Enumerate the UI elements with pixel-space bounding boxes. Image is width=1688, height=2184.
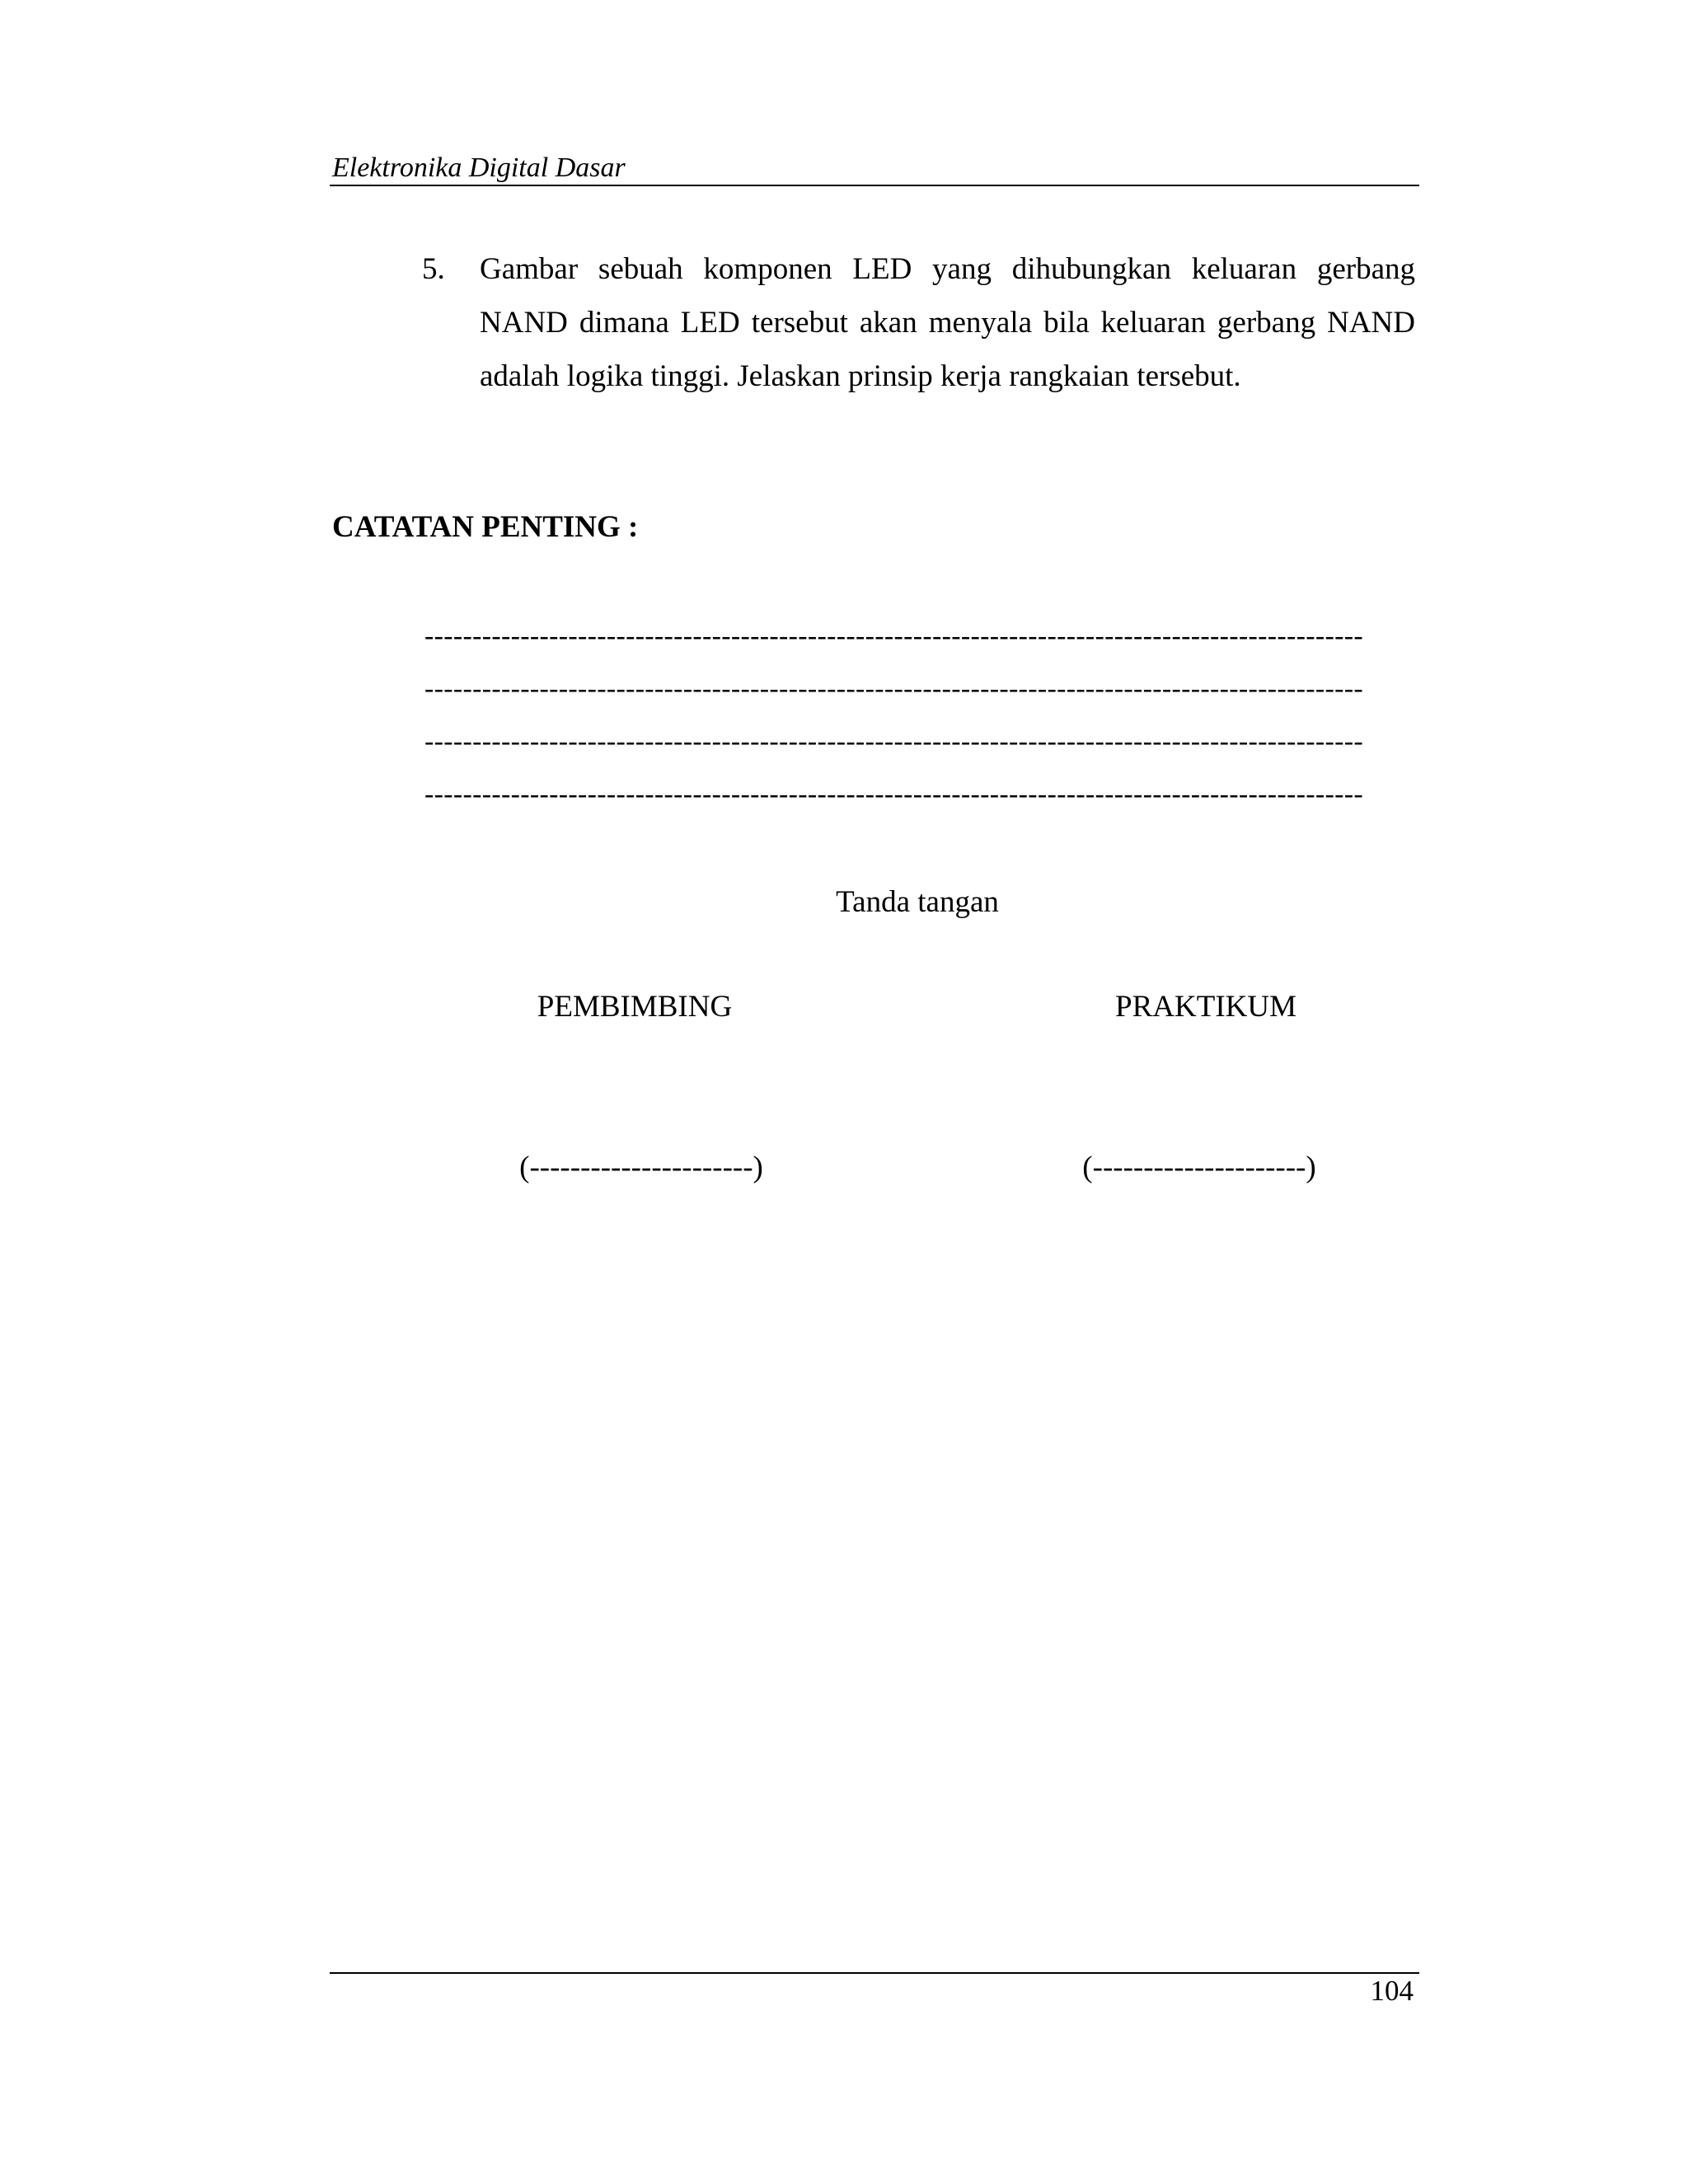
page-number: 104: [1370, 1975, 1414, 2007]
running-header-title: Elektronika Digital Dasar: [332, 152, 626, 183]
footer-rule: [330, 1972, 1419, 1974]
signature-role-praktikum: PRAKTIKUM: [1115, 990, 1296, 1024]
notes-dashed-line: --------------------------------------------------------------------------------------------------: [424, 621, 1363, 651]
notes-dashed-line: --------------------------------------------------------------------------------------------------: [424, 727, 1363, 757]
header-rule: [330, 185, 1419, 186]
question-text: Gambar sebuah komponen LED yang dihubungkan keluaran gerbang NAND dimana LED tersebut akan menyala bila keluaran gerbang NAND adalah logika tinggi. Jelaskan prinsip kerja rangkaian tersebut.: [480, 252, 1415, 393]
question-number: 5.: [422, 252, 445, 286]
signature-line-pembimbing: (----------------------): [519, 1151, 763, 1184]
signature-caption: Tanda tangan: [836, 885, 999, 919]
signature-role-pembimbing: PEMBIMBING: [537, 990, 733, 1024]
notes-heading: CATATAN PENTING :: [332, 510, 639, 544]
notes-dashed-line: --------------------------------------------------------------------------------------------------: [424, 674, 1363, 704]
question-item: [422, 242, 1415, 403]
notes-dashed-line: --------------------------------------------------------------------------------------------------: [424, 780, 1363, 809]
signature-line-praktikum: (---------------------): [1082, 1151, 1316, 1184]
